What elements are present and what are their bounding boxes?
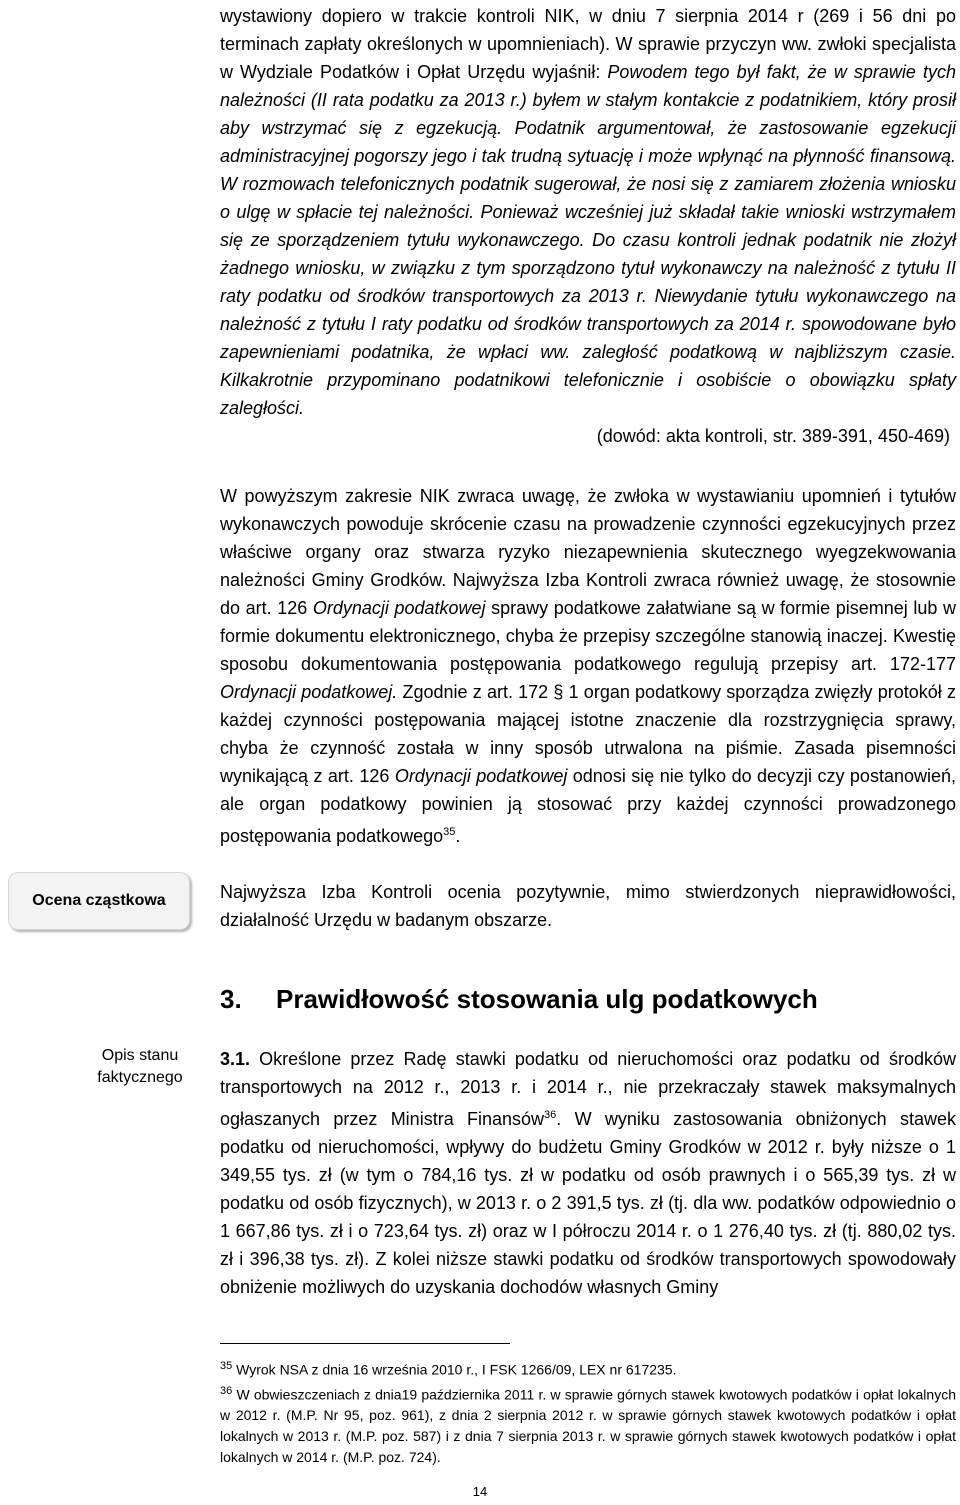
section-title: Prawidłowość stosowania ulg podatkowych bbox=[276, 984, 818, 1014]
subsection-number: 3.1. bbox=[220, 1049, 251, 1069]
section-number: 3. bbox=[220, 984, 242, 1014]
footnote-ref-35[interactable]: 35 bbox=[443, 826, 456, 838]
footnote-36: $^{36}$ W obwieszczeniach z dnia19 października 2011 r. w sprawie górnych stawek kwotowych podatków i opłat lokalnych w 2012 r. (M.P. Nr 95, poz. 961), z dnia 2 sierpnia 2012 r. w sprawie górnych stawek kwotowych podatków i opłat lokalnych w 2013 r. (M.P. poz. 587) i z dnia 7 sierpnia 2013 r. w sprawie górnych stawek kwotowych podatków i opłat lokalnych w 2014 r. (M.P. poz. 724). bbox=[220, 1384, 956, 1466]
explanation-block bbox=[220, 2, 956, 450]
assessment-label-box bbox=[8, 872, 190, 930]
facts-block bbox=[220, 1045, 956, 1301]
section-heading bbox=[220, 984, 818, 1015]
nik-remarks-block bbox=[220, 482, 956, 850]
page-number: 14 bbox=[472, 1484, 488, 1499]
footnotes bbox=[220, 1356, 956, 1468]
nik-remarks-paragraph: W powyższym zakresie NIK zwraca uwagę, że zwłoka w wystawianiu upomnień i tytułów wykonawczych powoduje skrócenie czasu na prowadzenie czynności egzekucyjnych przez właściwe organy oraz stwarza ryzyko niezapewnienia skutecznego wyegzekwowania należności Gminy Grodków. Najwyższa Izba Kontroli zwraca również uwagę, że stosownie do art. 126 Ordynacji podatkowej sprawy podatkowe załatwiane są w formie pisemnej lub w formie dokumentu elektronicznego, chyba że przepisy szczególne stanowią inaczej. Kwestię sposobu dokumentowania postępowania podatkowego regulują przepisy art. 172-177 Ordynacji podatkowej. Zgodnie z art. 172 § 1 organ podatkowy sporządza zwięzły protokół z każdej czynności postępowania mającej istotne znaczenie dla rozstrzygnięcia sprawy, chyba że czynność została w inny sposób utrwalona na piśmie. Zasada pisemności wynikającą z art. 126 Ordynacji podatkowej odnosi się nie tylko do decyzji czy postanowień, ale organ podatkowy powinien ją stosować przy każdej czynności prowadzonego postępowania podatkowego$^{35}$. bbox=[220, 486, 956, 846]
assessment-text: Najwyższa Izba Kontroli ocenia pozytywnie, mimo stwierdzonych nieprawidłowości, działalność Urzędu w badanym obszarze. bbox=[220, 882, 956, 930]
assessment-label: Ocena cząstkowa bbox=[32, 892, 166, 909]
facts-side-label: Opis stanu faktycznego bbox=[97, 1047, 183, 1086]
facts-paragraph: 3.1. Określone przez Radę stawki podatku od nieruchomości oraz podatku od środków transportowych na 2012 r., 2013 r. i 2014 r., nie przekraczały stawek maksymalnych ogłaszanych przez Ministra Finansów$^{36}$. W wyniku zastosowania obniżonych stawek podatku od nieruchomości, wpływy do budżetu Gminy Grodków w 2012 r. były niższe o 1 349,55 tys. zł (w tym o 784,16 tys. zł w podatku od osób prawnych i o 565,39 tys. zł w podatku od osób fizycznych), w 2013 r. o 2 391,5 tys. zł (tj. dla ww. podatków odpowiednio o 1 667,86 tys. zł i o 723,64 tys. zł) oraz w I półroczu 2014 r. o 1 276,40 tys. zł (tj. 880,02 tys. zł i 396,38 tys. zł). Z kolei niższe stawki podatku od środków transportowych spowodowały obniżenie możliwych do uzyskania dochodów własnych Gminy bbox=[220, 1049, 956, 1297]
assessment-block bbox=[220, 878, 956, 934]
footnote-ref-36[interactable]: 36 bbox=[544, 1109, 557, 1121]
footnote-separator bbox=[220, 1343, 510, 1344]
evidence-reference: (dowód: akta kontroli, str. 389-391, 450-469) bbox=[596, 426, 950, 446]
footnote-35: $^{35}$ Wyrok NSA z dnia 16 września 2010 r., I FSK 1266/09, LEX nr 617235. bbox=[220, 1360, 677, 1378]
explanation-paragraph: wystawiony dopiero w trakcie kontroli NIK, w dniu 7 sierpnia 2014 r (269 i 56 dni po terminach zapłaty określonych w upomnieniach). W sprawie przyczyn ww. zwłoki specjalista w Wydziale Podatków i Opłat Urzędu wyjaśnił: Powodem tego był fakt, że w sprawie tych należności (II rata podatku za 2013 r.) byłem w stałym kontakcie z podatnikiem, który prosił aby wstrzymać się z egzekucją. Podatnik argumentował, że zastosowanie egzekucji administracyjnej pogorszy jego i tak trudną sytuację i może wpłynąć na płynność finansową. W rozmowach telefonicznych podatnik sugerował, że nosi się z zamiarem złożenia wniosku o ulgę w spłacie tej należności. Ponieważ wcześniej już składał takie wnioski wstrzymałem się ze sporządzeniem tytułu wykonawczego. Do czasu kontroli jednak podatnik nie złożył żadnego wniosku, w związku z tym sporządzono tytuł wykonawczy na należność z tytułu II raty podatku od środków transportowych za 2013 r. Niewydanie tytułu wykonawczego na należność z tytułu I raty podatku od środków transportowych za 2014 r. spowodowane było zapewnieniami podatnika, że wpłaci ww. zaległość podatkową w najbliższym czasie. Kilkakrotnie przypominano podatnikowi telefonicznie i osobiście o obowiązku spłaty zaległości. bbox=[220, 6, 957, 418]
